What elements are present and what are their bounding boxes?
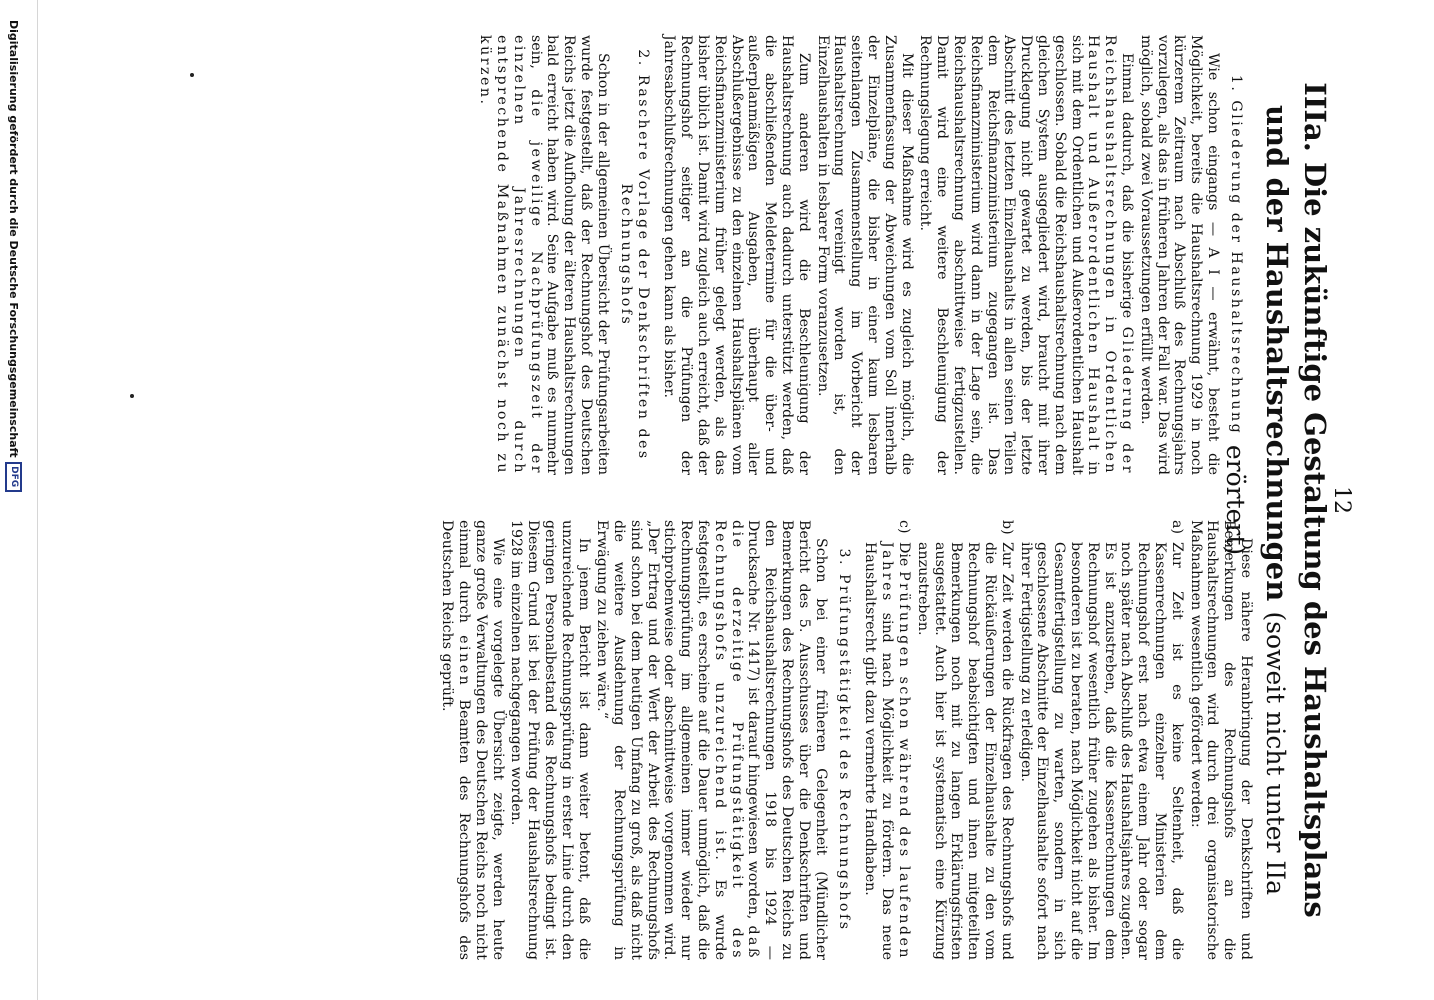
emphasis-text: die jeweilige Nachprüfungszeit der einzelnen Jahresrechnungen durch entsprechende Maßnahmen zunächst noch zu kürzen.	[477, 35, 544, 475]
paragraph	[917, 35, 1135, 475]
text-run: Die	[896, 542, 913, 572]
list-text: Zur Zeit ist es keine Seltenheit, daß die Kassenrechnungen einzelner Ministerien dem Rechnungshof erst nach etwa einem Jahr oder sogar noch später nach Abschluß des Haushaltsjahres zugehen. Es ist anzustreben, daß die Kassenrechnungen dem Rechnungshof wesentlich früher zugehen als bisher. Im besonderen ist zu beraten, nach Möglichkeit nicht auf die Gesamtfertigstellung zu warten, sondern in sich geschlossene Abschnitte der Einzelhaushalte sofort nach ihrer Fertigstellung zu erledigen.	[1017, 542, 1185, 960]
scan-speck	[130, 394, 134, 398]
paragraph	[594, 520, 829, 960]
text-run: Einmal dadurch, daß die bisherige	[1119, 53, 1136, 327]
page-number: 12	[1329, 486, 1354, 514]
left-column	[474, 35, 1254, 475]
paragraph	[438, 520, 505, 960]
paragraph: Diese nähere Heranbringung der Denkschriften und Bemerkungen des Rechnungshofs an die Haushaltsrechnungen wird durch drei organisatorische Maßnahmen wesentlich gefördert werden:	[1187, 520, 1254, 960]
section-2-title: 2. Raschere Vorlage der Denkschriften des Rechnungshofs	[617, 49, 651, 461]
text-run: Beamten des Rechnungshofs des Deutschen Reichs geprüft.	[439, 520, 472, 960]
emphasis-text: Prüfungen schon während des laufenden Jahres	[879, 542, 913, 960]
text-run: Schon bei einer früheren Gelegenheit (Mündlicher Bericht des 5. Ausschusses über die Denkschriften und Bemerkungen des Rechnungshofs des Deutschen Reichs zu den Reichshaushaltsrechnungen 1918 bis 1924 — Drucksache Nr. 1417) ist darauf hingewiesen worden,	[745, 520, 829, 960]
list-item-b	[914, 520, 1015, 960]
paragraph: Mit dieser Maßnahme wird es zugleich möglich, die Zusammenfassung der Abweichungen vom Soll innerhalb der Einzelpläne, die bisher in einer kaum lesbaren seitenlangen Zusammenstellung im Vorbericht der Haushaltsrechnung vereinigt worden ist, den Einzelhaushalten in lesbarer Form voranzusetzen.	[814, 35, 915, 475]
list-label: a)	[1168, 520, 1185, 534]
list-label: b)	[998, 520, 1015, 535]
paragraph: Wie schon eingangs — A I — erwähnt, besteht die Möglichkeit, bereits die Haushaltsrechnung 1929 in noch kürzerem Zeitraum nach Abschluß des Rechnungsjahrs vorzulegen, als das in früheren Jahren der Fall war. Das wird möglich, sobald zwei Voraussetzungen erfüllt werden.	[1137, 35, 1221, 475]
emphasis-text: daß die derzeitige Prüfungstätigkeit des Rechnungshofs unzureichend ist.	[711, 520, 762, 960]
heading-title: IIIa. Die zukünftige Gestaltung des Haushaltsplans und der Haushaltsrechnungen	[1260, 82, 1332, 918]
text-run: Schon in der allgemeinen Übersicht der Prüfungsarbeiten wurde festgestellt, daß der Rechnungshof des Deutschen Reichs jetzt die Aufholung der älteren Haushaltsrechnungen bald erreicht haben wird. Seine Aufgabe muß es nunmehr sein,	[527, 35, 611, 475]
list-item-c	[862, 520, 913, 960]
paragraph: Zum anderen wird die Beschleunigung der Haushaltsrechnung auch dadurch unterstützt werden, daß die abschließenden Meldetermine für die über- und außerplanmäßigen Ausgaben, überhaupt aller Abschlußergebnisse zu den einzelnen Haushaltsplänen vom Reichsfinanzministerium früher gelegt werden, als das bisher üblich ist. Damit wird zugleich auch erreicht, daß der Rechnungshof seitiger an die Prüfungen der Jahresabschlußrechnungen gehen kann als bisher.	[661, 35, 812, 475]
text-run: Wie eine vorgelegte Übersicht zeigte, werden heute ganze große Verwaltungen des Deutschen Reichs noch nicht einmal durch	[455, 520, 506, 960]
divider	[37, 0, 38, 1000]
emphasis-text: Gliederung der Reichshaushaltsrechnungen in Ordentlichen Haushalt und Außerordentlichen Haushalt	[1085, 35, 1136, 475]
paragraph: In jenem Bericht ist dann weiter betont, daß die unzureichende Rechnungsprüfung in erster Linie durch den geringen Personalbestand des Rechnungshofs bedingt ist. Diesem Grund ist bei der Prüfung der Haushaltsrechnung 1928 im einzelnen nachgegangen worden.	[508, 520, 592, 960]
right-column	[436, 520, 1254, 960]
section-1-title: 1. Gliederung der Haushaltsrechnung	[1228, 74, 1244, 436]
dfg-logo-icon: DFG	[5, 462, 22, 492]
text-run: sind nach Möglichkeit zu fördern. Das neue Haushaltsrecht gibt dazu vermehrte Handhaben.	[862, 542, 896, 960]
heading-subtitle: (soweit nicht unter IIa erörtert)	[1221, 444, 1290, 896]
list-text: Zur Zeit werden die Rückfragen des Rechnungshofs und die Rückäußerungen der Einzelhaushalte zu den vom Rechnungshof beabsichtigten und ihnen mitgeteilten Bemerkungen noch mit zu langen Erklärungsfristen ausgestattet. Auch hier ist systematisch eine Kürzung anzustreben.	[914, 542, 1015, 960]
list-item-a	[1017, 520, 1185, 960]
footer-text: Digitalisierung gefördert durch die Deutsche Forschungsgemeinschaft	[7, 20, 20, 458]
scan-speck	[190, 73, 194, 77]
section-3-title: 3. Prüfungstätigkeit des Rechnungshofs	[835, 548, 852, 932]
emphasis-text: einen	[455, 635, 472, 688]
digitization-footer	[5, 20, 22, 980]
paragraph	[476, 35, 610, 475]
list-label: c)	[896, 520, 913, 534]
text-run: in sich mit dem Ordentlichen und Außerordentlichen Haushalt geschlossen. Sobald die Reichshaushaltsrechnung nach dem gleichen System ausgegliedert wird, braucht mit ihrer Drucklegung nicht gewartet zu werden, bis der letzte Abschnitt des letzten Einzelhaushalts in allen seinen Teilen dem Reichsfinanzministerium zugegangen ist. Das Reichsfinanzministerium wird dann in der Lage sein, die Reichshaushaltsrechnung abschnittweise fertigzustellen. Damit wird eine weitere Beschleunigung der Rechnungslegung erreicht.	[917, 35, 1102, 475]
text-run: Es wurde festgestellt, es erscheine auf die Dauer unmöglich, daß die Rechnungsprüfung im allgemeinen immer wieder nur stichprobenweise oder abschnittweise vorgenommen wird. „Der Ertrag und der Wert der Arbeit des Rechnungshofs sind schon bei dem heutigen Umfang zu groß, als daß nicht die weitere Ausdehnung der Rechnungsprüfung in Erwägung zu ziehen wäre.“	[594, 520, 728, 961]
